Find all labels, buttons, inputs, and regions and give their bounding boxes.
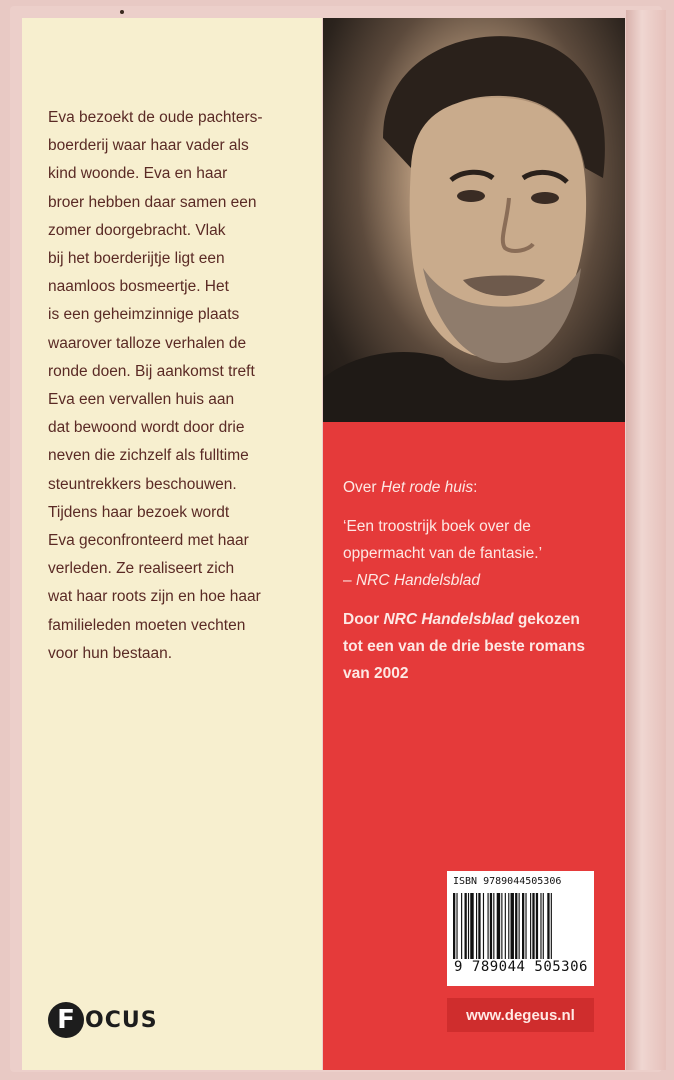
barcode-bar xyxy=(497,893,500,959)
book-title: Het rode huis xyxy=(380,479,474,496)
barcode-bar xyxy=(511,893,514,959)
barcode-bar xyxy=(540,893,541,959)
blurb-line: is een geheimzinnige plaats xyxy=(48,306,240,324)
award-line: tot een van de drie beste romans xyxy=(343,638,586,655)
barcode-bar xyxy=(490,893,492,959)
isbn-label: ISBN 9789044505306 xyxy=(453,876,562,887)
review-source-name: NRC Handelsblad xyxy=(355,572,480,589)
barcode-bar xyxy=(532,893,534,959)
blurb-line: voor hun bestaan. xyxy=(48,644,173,662)
review-intro xyxy=(343,474,623,501)
barcode-bar xyxy=(522,893,524,959)
barcode-bar xyxy=(525,893,526,959)
cover-edge xyxy=(626,10,666,1070)
barcode-bar xyxy=(456,893,457,959)
logo-wordmark: OCUS xyxy=(85,1007,158,1033)
barcode-bar xyxy=(515,893,517,959)
blurb-line: dat bewoond wordt door drie xyxy=(48,419,245,437)
blurb-line: Eva een vervallen huis aan xyxy=(48,391,235,409)
logo-letter: F xyxy=(48,1002,84,1038)
isbn-barcode xyxy=(447,871,594,986)
barcode-number: 9 789044 505306 xyxy=(454,959,588,975)
blurb-line: broer hebben daar samen een xyxy=(48,193,257,211)
barcode-bar xyxy=(501,893,502,959)
blurb-line: Eva bezoekt de oude pachters- xyxy=(48,109,263,126)
blurb-text xyxy=(48,104,320,668)
barcode-bar xyxy=(505,893,506,959)
ink-spot xyxy=(120,10,124,14)
barcode-bar xyxy=(453,893,455,959)
barcode-bar xyxy=(536,893,538,959)
blurb-line: wat haar roots zijn en hoe haar xyxy=(48,588,261,606)
barcode-bar xyxy=(519,893,520,959)
blurb-line: familieleden moeten vechten xyxy=(48,616,246,634)
barcode-bar xyxy=(483,893,484,959)
review-text xyxy=(343,474,623,699)
blurb-line: ronde doen. Bij aankomst treft xyxy=(48,362,255,380)
barcode-bar xyxy=(508,893,509,959)
blurb-line: waarover talloze verhalen de xyxy=(48,334,247,352)
award-paper: NRC Handelsblad xyxy=(383,611,514,628)
barcode-bar xyxy=(493,893,494,959)
barcode-bar xyxy=(530,893,531,959)
award-prefix: Door xyxy=(343,611,384,628)
review-quote-line: ‘Een troostrijk boek over de xyxy=(343,518,531,535)
blurb-line: kind woonde. Eva en haar xyxy=(48,165,228,183)
publisher-logo xyxy=(48,1000,158,1040)
author-photo xyxy=(323,18,625,422)
award-line: van 2002 xyxy=(343,665,409,682)
barcode-bars-icon xyxy=(453,893,589,959)
barcode-bar xyxy=(468,893,469,959)
publisher-website[interactable]: www.degeus.nl xyxy=(447,998,594,1032)
blurb-line: Tijdens haar bezoek wordt xyxy=(48,503,230,521)
barcode-bar xyxy=(488,893,489,959)
barcode-bar xyxy=(476,893,477,959)
barcode-bar xyxy=(470,893,473,959)
award-line xyxy=(343,606,623,633)
author-portrait-icon xyxy=(323,18,625,422)
barcode-bar xyxy=(461,893,462,959)
barcode-bar xyxy=(551,893,552,959)
review-source xyxy=(343,567,623,594)
award-suffix: gekozen xyxy=(513,611,580,628)
review-intro-prefix: Over xyxy=(343,479,381,496)
review-intro-suffix: : xyxy=(473,479,478,496)
barcode-bar xyxy=(543,893,544,959)
blurb-line: steuntrekkers beschouwen. xyxy=(48,475,237,493)
blurb-line: naamloos bosmeertje. Het xyxy=(48,278,229,296)
blurb-line: bij het boerderijtje ligt een xyxy=(48,250,225,268)
barcode-bar xyxy=(547,893,549,959)
blurb-line: zomer doorgebracht. Vlak xyxy=(48,221,226,239)
blurb-line: boerderij waar haar vader als xyxy=(48,137,249,155)
review-quote-line: oppermacht van de fantasie.’ xyxy=(343,545,543,562)
barcode-bar xyxy=(465,893,467,959)
barcode-bar xyxy=(478,893,480,959)
blurb-line: verleden. Ze realiseert zich xyxy=(48,560,235,578)
blurb-line: Eva geconfronteerd met haar xyxy=(48,532,249,550)
blurb-line: neven die zichzelf als fulltime xyxy=(48,447,249,465)
review-source-dash: – xyxy=(343,572,356,589)
